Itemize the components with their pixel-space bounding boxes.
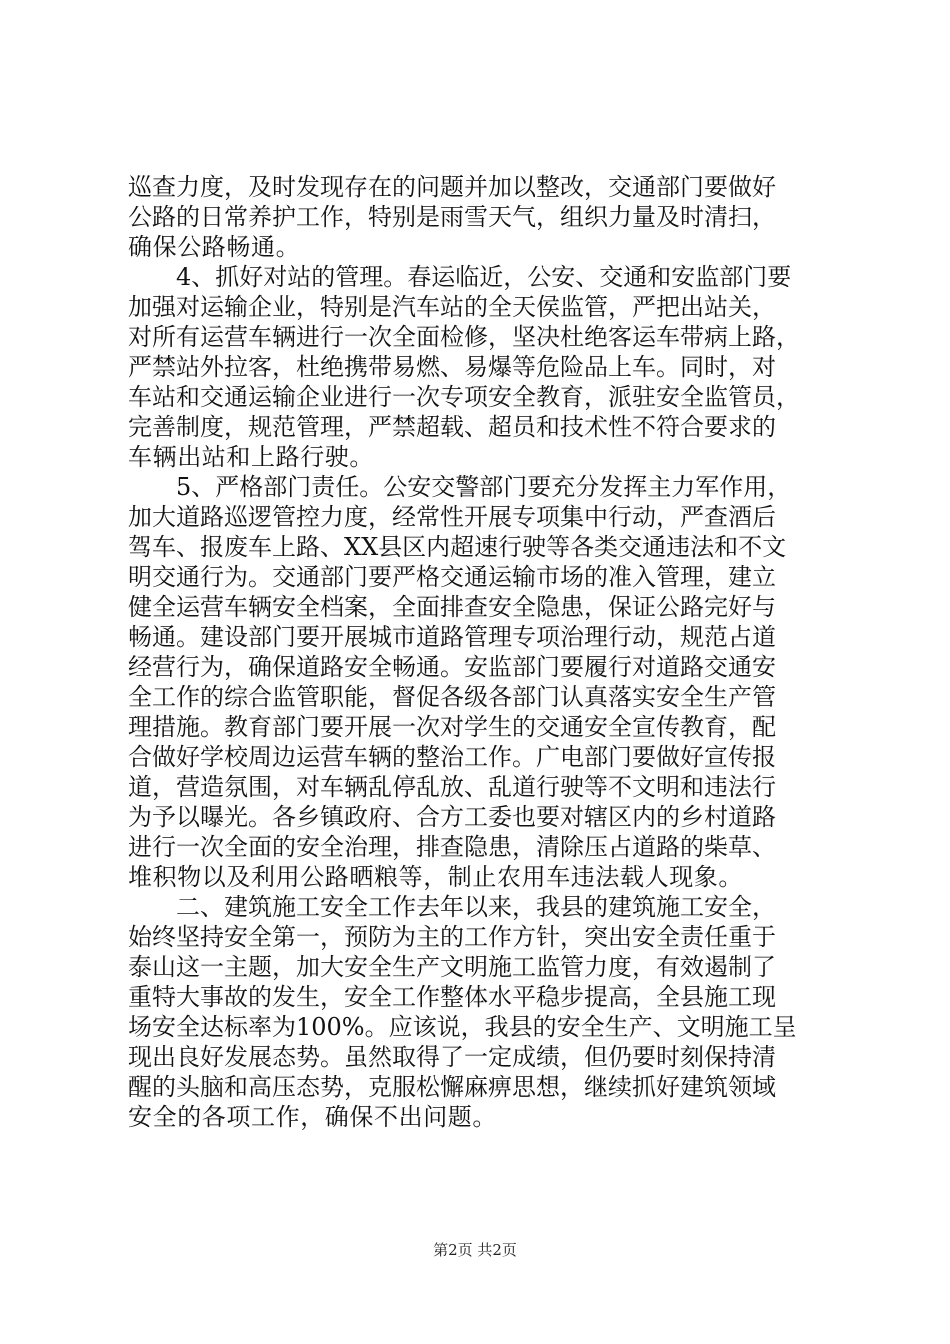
text-line: 为予以曝光。各乡镇政府、合方工委也要对辖区内的乡村道路 <box>128 803 776 831</box>
text-line: 安全的各项工作，确保不出问题。 <box>128 1103 497 1131</box>
text-line: 驾车、报废车上路、XX县区内超速行驶等各类交通违法和不文 <box>128 533 787 561</box>
text-line: 加强对运输企业，特别是汽车站的全天侯监管，严把出站关， <box>128 293 776 321</box>
text-line: 严禁站外拉客，杜绝携带易燃、易爆等危险品上车。同时，对 <box>128 353 776 381</box>
text-line: 公路的日常养护工作，特别是雨雪天气，组织力量及时清扫， <box>128 203 776 231</box>
text-line: 健全运营车辆安全档案，全面排查安全隐患，保证公路完好与 <box>128 593 776 621</box>
text-line: 畅通。建设部门要开展城市道路管理专项治理行动，规范占道 <box>128 623 776 651</box>
text-line: 醒的头脑和高压态势，克服松懈麻痹思想，继续抓好建筑领域 <box>128 1073 776 1101</box>
text-line: 重特大事故的发生，安全工作整体水平稳步提高，全县施工现 <box>128 983 776 1011</box>
text-line: 加大道路巡逻管控力度，经常性开展专项集中行动，严查酒后 <box>128 503 776 531</box>
text-line: 全工作的综合监管职能，督促各级各部门认真落实安全生产管 <box>128 683 776 711</box>
document-body <box>128 172 840 1132</box>
text-line: 车站和交通运输企业进行一次专项安全教育，派驻安全监管员， <box>128 383 800 411</box>
text-line: 泰山这一主题，加大安全生产文明施工监管力度，有效遏制了 <box>128 953 776 981</box>
paragraph-first-line: 4、抓好对站的管理。春运临近，公安、交通和安监部门要 <box>176 263 792 291</box>
text-line: 对所有运营车辆进行一次全面检修，坚决杜绝客运车带病上路， <box>128 323 800 351</box>
text-line: 确保公路畅通。 <box>128 233 301 261</box>
text-line: 场安全达标率为100%。应该说，我县的安全生产、文明施工呈 <box>128 1013 797 1041</box>
text-line: 堆积物以及利用公路晒粮等，制止农用车违法载人现象。 <box>128 863 743 891</box>
text-line: 经营行为，确保道路安全畅通。安监部门要履行对道路交通安 <box>128 653 776 681</box>
text-line: 道，营造氛围，对车辆乱停乱放、乱道行驶等不文明和违法行 <box>128 773 776 801</box>
text-line: 巡查力度，及时发现存在的问题并加以整改，交通部门要做好 <box>128 173 776 201</box>
paragraph-first-line: 二、建筑施工安全工作去年以来，我县的建筑施工安全， <box>176 893 776 921</box>
text-line: 合做好学校周边运营车辆的整治工作。广电部门要做好宣传报 <box>128 743 776 771</box>
page-footer: 第2页 共2页 <box>433 1241 517 1259</box>
text-line: 车辆出站和上路行驶。 <box>128 443 374 471</box>
text-line: 始终坚持安全第一，预防为主的工作方针，突出安全责任重于 <box>128 923 776 951</box>
text-line: 进行一次全面的安全治理，排查隐患，清除压占道路的柴草、 <box>128 833 776 861</box>
text-line: 现出良好发展态势。虽然取得了一定成绩，但仍要时刻保持清 <box>128 1043 776 1071</box>
text-line: 完善制度，规范管理，严禁超载、超员和技术性不符合要求的 <box>128 413 776 441</box>
text-line: 理措施。教育部门要开展一次对学生的交通安全宣传教育，配 <box>128 713 776 741</box>
text-line: 明交通行为。交通部门要严格交通运输市场的准入管理，建立 <box>128 563 776 591</box>
paragraph-first-line: 5、严格部门责任。公安交警部门要充分发挥主力军作用， <box>176 473 792 501</box>
